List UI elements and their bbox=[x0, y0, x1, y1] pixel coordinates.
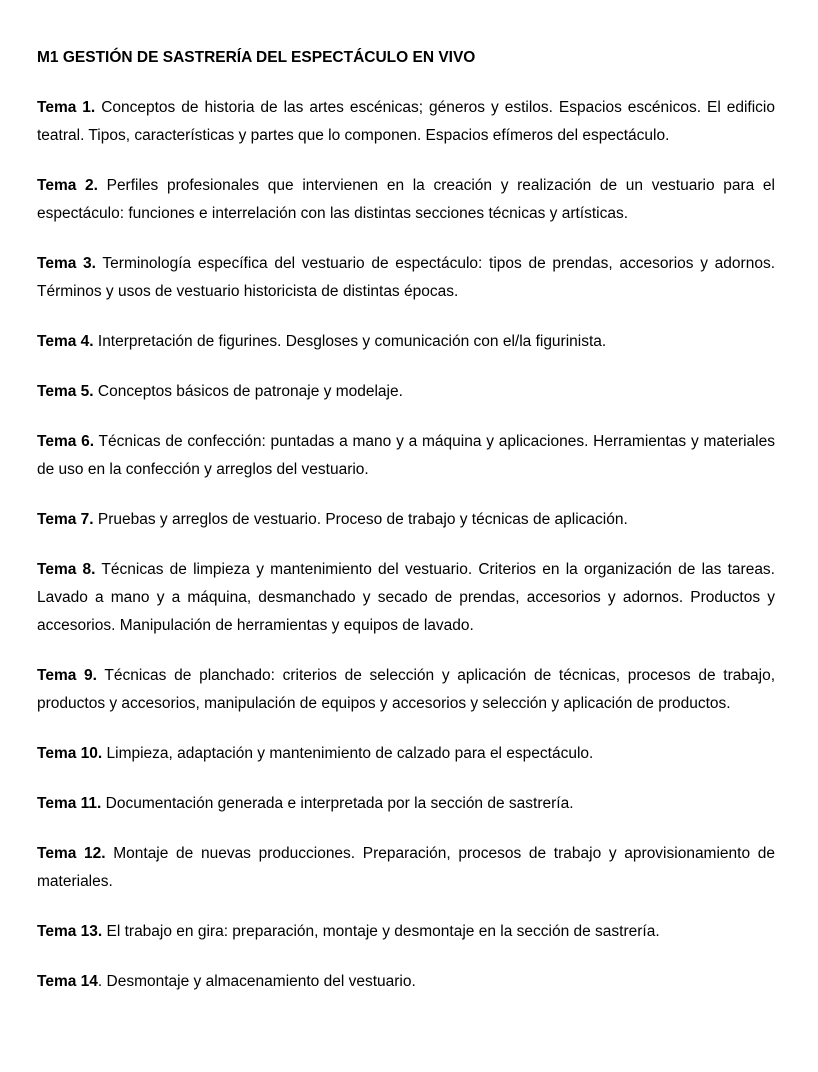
tema-text: Documentación generada e interpretada por la sección de sastrería. bbox=[101, 795, 574, 812]
tema-paragraph-7 bbox=[37, 506, 775, 534]
tema-label: Tema 3. bbox=[37, 255, 96, 272]
tema-text: Montaje de nuevas producciones. Preparación, procesos de trabajo y aprovisionamiento de materiales. bbox=[37, 845, 775, 890]
tema-label: Tema 11. bbox=[37, 795, 102, 812]
tema-label: Tema 1. bbox=[37, 99, 96, 116]
tema-label: Tema 6. bbox=[37, 433, 95, 450]
tema-paragraph-14 bbox=[37, 968, 775, 996]
tema-paragraph-10 bbox=[37, 740, 775, 768]
tema-text: Conceptos básicos de patronaje y modelaje. bbox=[93, 383, 403, 400]
tema-label: Tema 9. bbox=[37, 667, 97, 684]
tema-text: Técnicas de planchado: criterios de selección y aplicación de técnicas, procesos de trabajo, productos y accesorios, manipulación de equipos y accesorios y selección y aplicación de productos. bbox=[37, 667, 775, 712]
tema-label: Tema 13. bbox=[37, 923, 103, 940]
tema-label: Tema 10. bbox=[37, 745, 103, 762]
tema-paragraph-5 bbox=[37, 378, 775, 406]
tema-label: Tema 5. bbox=[37, 383, 94, 400]
tema-label: Tema 4. bbox=[37, 333, 94, 350]
tema-label: Tema 12. bbox=[37, 845, 106, 862]
tema-label: Tema 8. bbox=[37, 561, 96, 578]
tema-text: Perfiles profesionales que intervienen en la creación y realización de un vestuario para el espectáculo: funciones e interrelación con las distintas secciones técnicas y artísticas. bbox=[37, 177, 775, 222]
tema-text: Limpieza, adaptación y mantenimiento de calzado para el espectáculo. bbox=[102, 745, 594, 762]
tema-text: Conceptos de historia de las artes escénicas; géneros y estilos. Espacios escénicos. El edificio teatral. Tipos, características y partes que lo componen. Espacios efímeros del espectáculo. bbox=[37, 99, 775, 144]
tema-text: Técnicas de limpieza y mantenimiento del vestuario. Criterios en la organización de las tareas. Lavado a mano y a máquina, desmanchado y secado de prendas, accesorios y adornos. Productos y accesorios. Manipulación de herramientas y equipos de lavado. bbox=[37, 561, 775, 634]
tema-paragraph-12 bbox=[37, 840, 775, 896]
tema-label: Tema 7. bbox=[37, 511, 94, 528]
tema-paragraph-2 bbox=[37, 172, 775, 228]
tema-label: Tema 2. bbox=[37, 177, 98, 194]
tema-paragraph-9 bbox=[37, 662, 775, 718]
tema-text: El trabajo en gira: preparación, montaje y desmontaje en la sección de sastrería. bbox=[102, 923, 660, 940]
tema-paragraph-3 bbox=[37, 250, 775, 306]
tema-label: Tema 14 bbox=[37, 973, 98, 990]
tema-text: Pruebas y arreglos de vestuario. Proceso de trabajo y técnicas de aplicación. bbox=[93, 511, 628, 528]
tema-paragraph-13 bbox=[37, 918, 775, 946]
tema-paragraph-8 bbox=[37, 556, 775, 640]
tema-paragraph-4 bbox=[37, 328, 775, 356]
tema-paragraph-1 bbox=[37, 94, 775, 150]
tema-paragraph-11 bbox=[37, 790, 775, 818]
tema-text: Terminología específica del vestuario de espectáculo: tipos de prendas, accesorios y adornos. Términos y usos de vestuario historicista de distintas épocas. bbox=[37, 255, 776, 300]
document-title: M1 GESTIÓN DE SASTRERÍA DEL ESPECTÁCULO EN VIVO bbox=[37, 49, 476, 66]
tema-text: Técnicas de confección: puntadas a mano y a máquina y aplicaciones. Herramientas y materiales de uso en la confección y arreglos del vestuario. bbox=[37, 433, 775, 478]
tema-text: Interpretación de figurines. Desgloses y comunicación con el/la figurinista. bbox=[93, 333, 607, 350]
tema-text: . Desmontaje y almacenamiento del vestuario. bbox=[97, 973, 416, 990]
tema-paragraph-6 bbox=[37, 428, 775, 484]
